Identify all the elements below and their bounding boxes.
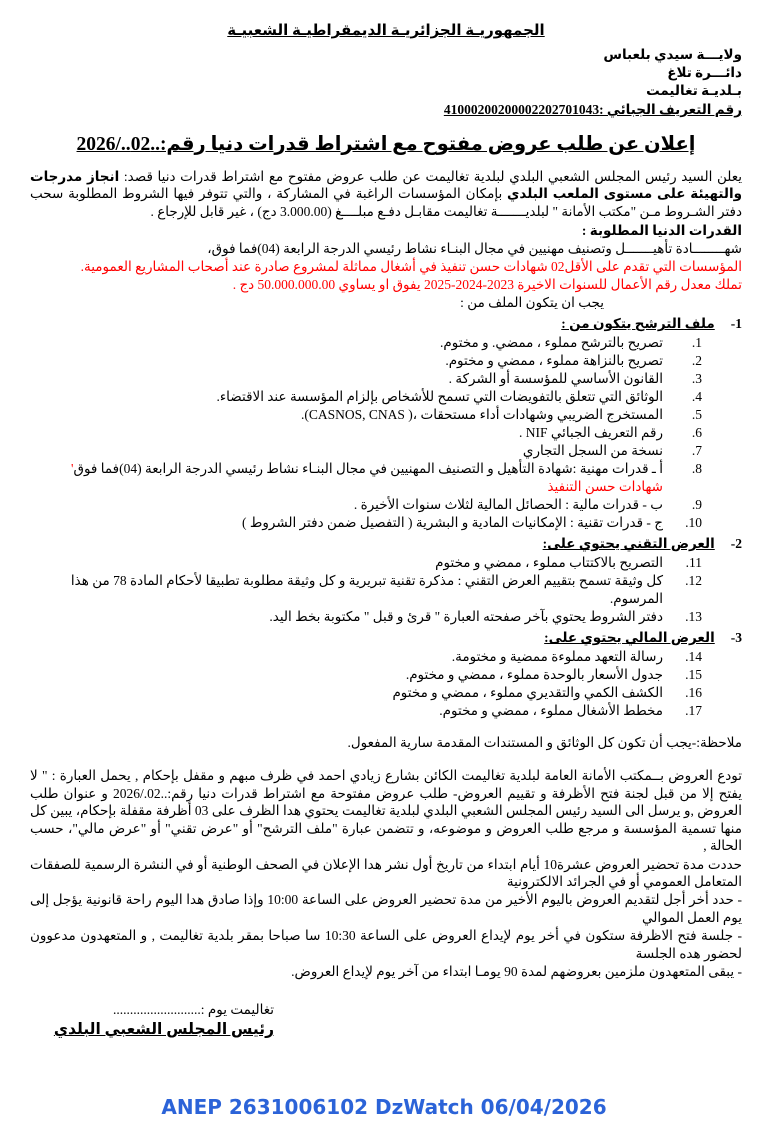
anep-footer: ANEP 2631006102 DzWatch 06/04/2026	[161, 1095, 607, 1119]
item-number: 6.	[691, 425, 702, 441]
item-text-main: جدول الأسعار بالوحدة مملوء ، ممضي و مختوم.	[405, 667, 663, 683]
item-number: 3.	[691, 371, 702, 387]
deposit-paragraph: تودع العروض بــمكتب الأمانة العامة لبلدية تغاليمت الكائن بشارع زيادي احمد في ظرف مبهم و مقفل بإحكام , يحمل العبارة : " لا يفتح إلا من قبل لجنة فتح الأظرفة و تقييم العروض- طلب عروض مفتوحة مع اشتراط قدرات دنيا رقم:..02./2026 و عنوان طلب العروض ,و يرسل الى السيد رئيس المجلس الشعبي البلدي لبلدية تغاليمت يحتوي هدا الظرف على 03 أظرفة مقفلة بإحكام، يبين كل منها تسمية المؤسسة و مرجع طلب العروض و موضوعه، و تتضمن عبارة "ملف الترشح" أو "عرض تقني" أو "عرض مالي"، حسب الحالة ,	[30, 768, 742, 854]
item-number: 5.	[691, 407, 702, 423]
list-item	[30, 572, 702, 608]
intro-paragraph	[30, 168, 742, 221]
section-1-number: 1-	[730, 316, 742, 332]
item-text	[30, 608, 663, 626]
item-number: 13.	[685, 609, 702, 625]
section-3-header	[30, 628, 742, 647]
capabilities-heading: القدرات الدنيا المطلوبة :	[581, 223, 742, 239]
item-text-main: القانون الأساسي للمؤسسة أو الشركة .	[448, 371, 663, 387]
authority-lines	[30, 46, 742, 100]
item-text-main: أ ـ قدرات مهنية :شهادة التأهيل و التصنيف المهنيين في مجال البنـاء نشاط رئيسي الدرجة الرابعة (04)فما فوق	[73, 461, 663, 477]
item-text-main: ج - قدرات تقنية : الإمكانيات المادية و البشرية ( التفصيل ضمن دفتر الشروط )	[242, 515, 663, 531]
item-text-main: الوثائق التي تتعلق بالتفويضات التي تسمح للأشخاص بإلزام المؤسسة عند الاقتضاء.	[216, 389, 663, 405]
item-text	[30, 666, 663, 684]
list-item	[30, 406, 702, 424]
item-text	[30, 554, 663, 572]
item-number: 17.	[685, 703, 702, 719]
item-text	[30, 648, 663, 666]
list-item	[30, 370, 702, 388]
item-number: 9.	[691, 497, 702, 513]
item-text-main: رقم التعريف الجبائي NIF .	[518, 425, 663, 441]
intro-text-pre: يعلن السيد رئيس المجلس الشعبي البلدي لبلدية تغاليمت عن طلب عروض مفتوح مع اشتراط قدرات دنيا قصد:	[119, 168, 743, 184]
list-item	[30, 388, 702, 406]
validity-note: ملاحظة:-يجب أن تكون كل الوثائق و المستندات المقدمة سارية المفعول.	[347, 735, 742, 751]
list-item	[30, 702, 702, 720]
list-item	[30, 648, 702, 666]
section-3-title: العرض المالي يحتوي على:	[544, 630, 715, 646]
signature-role-line: رئيس المجلس الشعبي البلدي	[53, 1020, 274, 1038]
authority-line: ولايـــة سيدي بلعباس	[603, 46, 742, 62]
section-1-list	[30, 334, 742, 532]
list-item	[30, 514, 702, 532]
tax-id-line: رقم التعريف الجبائي :41000200200002202701043	[443, 101, 742, 117]
file-requirement-line: يجب ان يتكون الملف من :	[460, 295, 604, 311]
item-number: 1.	[691, 335, 702, 351]
item-number: 16.	[685, 685, 702, 701]
authority-line: دائـــرة تلاغ	[667, 64, 742, 80]
preparation-paragraph: حددت مدة تحضير العروض عشرة10 أيام ابتداء من تاريخ أول نشر هدا الإعلان في الصحف الوطنية أو في النشرة الرسمية للصفقات المتعامل العمومي أو في الجرائد الالكترونية	[30, 856, 743, 890]
deadline-line: - يبقى المتعهدون ملزمين بعروضهم لمدة 90 يومـا ابتداء من آخر يوم لإيداع العروض.	[291, 963, 742, 979]
item-text-main: الكشف الكمي والتقديري مملوء ، ممضي و مختوم	[392, 685, 663, 701]
intro-text-post: بإمكان المؤسسات الراغبة في المشاركة ، والتي تتوفر فيها الشروط المطلوبة سحب دفتر الشـروط مـن "مكتب الأمانة " لبلديـــــــة تغاليمت مقابـل دفـع مبلــــغ (3.000.00 دج) ، غير قابل للإرجاع .	[30, 186, 742, 219]
section-1-header	[30, 314, 742, 333]
item-text-main: نسخة من السجل التجاري	[522, 443, 663, 459]
list-item	[30, 424, 702, 442]
item-text-main: ب - قدرات مالية : الحصائل المالية لثلاث سنوات الأخيرة .	[353, 497, 663, 513]
section-2-header	[30, 534, 742, 553]
section-1-title: ملف الترشح يتكون من :	[561, 316, 715, 332]
authority-block	[30, 46, 742, 119]
deadline-line: - جلسة فتح الاظرفة ستكون في أخر يوم لإيداع العروض على الساعة 10:30 سا صباحا بمقر بلدية تغاليمت , و المتعهدون مدعوون لحضور هده الجلسة	[30, 927, 743, 961]
item-text	[30, 442, 663, 460]
capability-red-lines	[30, 258, 742, 294]
item-text-main: تصريح بالترشح مملوء ، ممضي. و مختوم.	[440, 335, 663, 351]
item-text	[30, 370, 663, 388]
item-text	[30, 352, 663, 370]
list-item	[30, 442, 702, 460]
item-text	[30, 514, 663, 532]
section-2-number: 2-	[730, 536, 742, 552]
signature-date-line: تغاليمت يوم :..........................	[113, 1001, 274, 1017]
deadline-lines	[30, 891, 742, 981]
item-number: 10.	[685, 515, 702, 531]
item-text	[30, 702, 663, 720]
item-red-note: ' شهادات حسن التنفيذ	[71, 461, 663, 495]
section-2-title: العرض التقني يحتوي على:	[542, 536, 715, 552]
item-number: 2.	[691, 353, 702, 369]
item-text	[30, 496, 663, 514]
capability-red-line: المؤسسات التي تقدم على الأقل02 شهادات حسن تنفيذ في أشغال مماثلة لمشروع صادرة عند أصحاب المشاريع العمومية.	[80, 259, 742, 275]
section-3-number: 3-	[730, 630, 742, 646]
item-number: 7.	[691, 443, 702, 459]
list-item	[30, 666, 702, 684]
item-text	[30, 388, 663, 406]
item-text-main: تصريح بالنزاهة مملوء ، ممضي و مختوم.	[445, 353, 663, 369]
item-text-main: دفتر الشروط يحتوي بآخر صفحته العبارة " قرئ و قبل " مكتوبة بخط اليد.	[269, 609, 663, 625]
list-item	[30, 496, 702, 514]
list-item	[30, 608, 702, 626]
item-text	[30, 406, 663, 424]
item-text	[30, 334, 663, 352]
item-number: 11.	[685, 555, 702, 571]
item-text	[30, 684, 663, 702]
capability-red-line: تملك معدل رقم الأعمال للسنوات الاخيرة 2023-2024-2025 يفوق او يساوي 50.000.000.00 دج .	[232, 277, 742, 293]
list-item	[30, 684, 702, 702]
item-number: 12.	[685, 573, 702, 589]
section-3-list	[30, 648, 742, 720]
notice-title: إعلان عن طلب عروض مفتوح مع اشتراط قدرات دنيا رقم:..02../2026	[76, 133, 696, 155]
item-number: 14.	[685, 649, 702, 665]
item-text-main: مخطط الأشغال مملوء ، ممضي و مختوم.	[439, 703, 663, 719]
intro-project-name: انجاز مدرجات والتهيئة على مستوى الملعب البلدي	[30, 168, 742, 202]
item-number: 8.	[691, 461, 702, 477]
list-item	[30, 352, 702, 370]
item-text	[30, 460, 663, 496]
authority-line: بـلديـة تغاليمت	[646, 82, 742, 98]
republic-title: الجمهوريـة الجزائريـة الديمقراطيـة الشعبيـة	[227, 23, 545, 39]
signature-block	[28, 1001, 274, 1041]
section-2-list	[30, 554, 742, 626]
item-text-main: رسالة التعهد مملوءة ممضية و مختومة.	[451, 649, 663, 665]
list-item	[30, 554, 702, 572]
item-text	[30, 424, 663, 442]
list-item	[30, 460, 702, 496]
item-number: 15.	[685, 667, 702, 683]
item-number: 4.	[691, 389, 702, 405]
item-text-main: المستخرج الضريبي وشهادات أداء مستحقات ،( CASNOS, CNAS).	[301, 407, 663, 423]
deadline-line: - حدد أخر أجل لتقديم العروض باليوم الأخير من مدة تحضير العروض على الساعة 10:00 وإذا صادق هدا اليوم راحة قانونية يؤجل إلى يوم العمل الموالي	[30, 891, 742, 925]
qualification-line: شهــــــــادة تأهيـــــــل وتصنيف مهنيين في مجال البنـاء نشاط رئيسي الدرجة الرابعة (04)فما فوق،	[207, 241, 742, 257]
item-text-main: التصريح بالاكتتاب مملوء ، ممضي و مختوم	[435, 555, 663, 571]
item-text	[30, 572, 663, 608]
item-text-main: كل وثيقة تسمح بتقييم العرض التقني : مذكرة تقنية تبريرية و كل وثيقة مطلوبة تطبيقا لأحكام المادة 78 من هذا المرسوم.	[70, 573, 663, 607]
list-item	[30, 334, 702, 352]
